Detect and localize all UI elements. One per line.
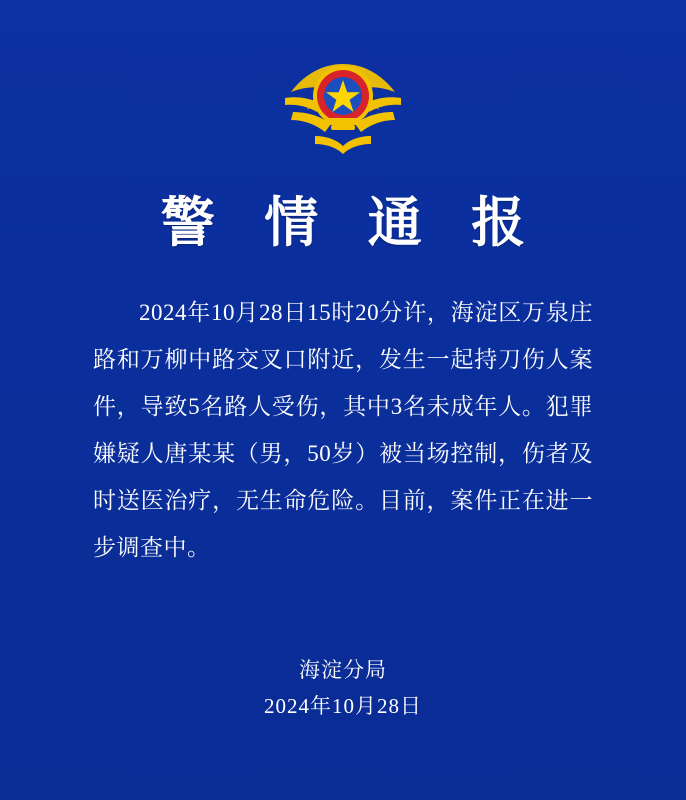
- notice-body-text: 2024年10月28日15时20分许，海淀区万泉庄路和万柳中路交叉口附近，发生一起持刀伤人案件，导致5名路人受伤，其中3名未成年人。犯罪嫌疑人唐某某（男，50岁）被当场控制，伤者及时送医治疗，无生命危险。目前，案件正在进一步调查中。: [93, 300, 593, 561]
- notice-body: [93, 289, 593, 571]
- notice-title: 警 情 通 报: [160, 193, 544, 253]
- notice-signature: [0, 652, 686, 724]
- police-badge-emblem: [273, 52, 413, 160]
- issue-date: 2024年10月28日: [264, 694, 422, 718]
- issuing-unit: 海淀分局: [299, 658, 387, 682]
